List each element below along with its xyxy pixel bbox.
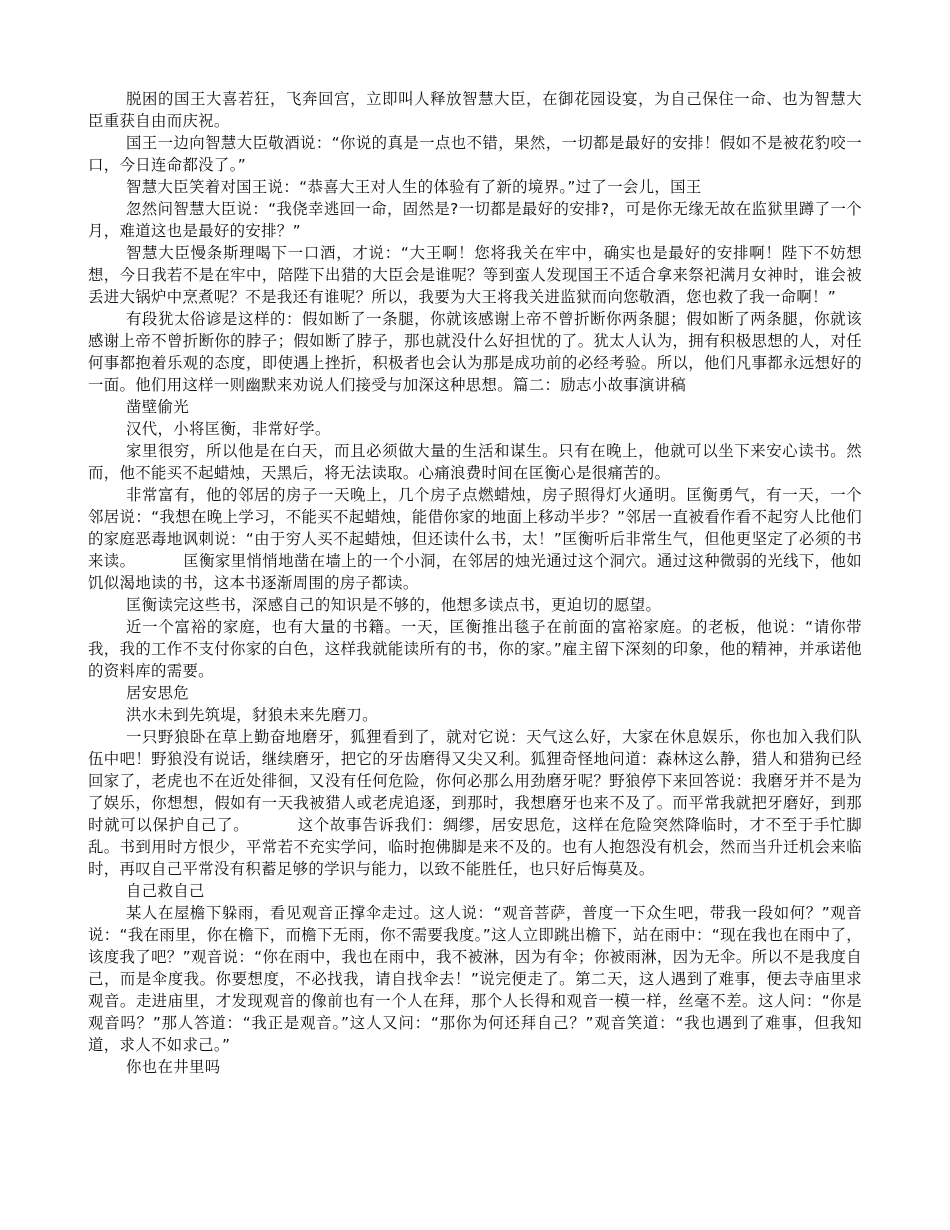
paragraph-minister-explains: 智慧大臣慢条斯理喝下一口酒，才说：“大王啊！您将我关在牢中，确实也是最好的安排啊！陛下不妨想想，今日我若不是在牢中，陪陛下出猎的大臣会是谁呢？等到蛮人发现国王不适合拿来祭祀满月女神时，谁会被丢进大锅炉中烹煮呢？不是我还有谁呢？所以，我要为大王将我关进监狱而向您敬酒，您也救了我一命啊！” <box>88 244 862 306</box>
document-body <box>88 88 862 1078</box>
paragraph-guanyin-story: 某人在屋檐下躲雨，看见观音正撑伞走过。这人说：“观音菩萨，普度一下众生吧，带我一段如何？”观音说：“我在雨里，你在檐下，而檐下无雨，你不需要我度。”这人立即跳出檐下，站在雨中：“现在我也在雨中了，该度我了吧？”观音说：“你在雨中，我也在雨中，我不被淋，因为有伞；你被雨淋，因为无伞。所以不是我度自己，而是伞度我。你要想度，不必找我，请自找伞去！”说完便走了。第二天，这人遇到了难事，便去寺庙里求观音。走进庙里，才发现观音的像前也有一个人在拜，那个人长得和观音一模一样，丝毫不差。这人问：“你是观音吗？”那人答道：“我正是观音。”这人又问：“那你为何还拜自己？”观音笑道：“我也遇到了难事，但我知道，求人不如求己。” <box>88 904 862 1054</box>
paragraph-poor-family: 家里很穷，所以他是在白天，而且必须做大量的生活和谋生。只有在晚上，他就可以坐下来安心读书。然而，他不能买不起蜡烛，天黑后，将无法读取。心痛浪费时间在匡衡心是很痛苦的。 <box>88 442 862 482</box>
paragraph-rich-family: 近一个富裕的家庭，也有大量的书籍。一天，匡衡推出毯子在前面的富裕家庭。的老板，他说：“请你带我，我的工作不支付你家的白色，这样我就能读所有的书，你的家。”雇主留下深刻的印象，他的精神，并承诺他的资料库的需要。 <box>88 618 862 680</box>
paragraph-proverb-flood: 洪水未到先筑堤，豺狼未来先磨刀。 <box>126 706 378 724</box>
paragraph-kuang-heng-intro: 汉代，小将匡衡，非常好学。 <box>126 420 331 438</box>
paragraph-hole-text: 匡衡家里悄悄地凿在墙上的一个小洞，在邻居的烛光通过这个洞穴。通过这种微弱的光线下，他如饥似渴地读的书，这本书逐渐周围的房子都读。 <box>88 552 862 592</box>
paragraph-king-question: 忽然问智慧大臣说：“我侥幸逃回一命，固然是?一切都是最好的安排?，可是你无缘无故在监狱里蹲了一个月，难道这也是最好的安排？” <box>88 200 862 240</box>
paragraph-neighbor-text: 非常富有，他的邻居的房子一天晚上，几个房子点燃蜡烛，房子照得灯火通明。匡衡勇气，有一天，一个邻居说：“我想在晚上学习，不能买不起蜡烛，能借你家的地面上移动半步？”邻居一直被看作看不起穷人比他们的家庭恶毒地讽刺说：“由于穷人买不起蜡烛，但还读什么书，太！”匡衡听后非常生气，但他更坚定了必须的书来读。 <box>88 486 862 570</box>
paragraph-wolf-story <box>88 726 862 880</box>
paragraph-king-toast: 国王一边向智慧大臣敬酒说：“你说的真是一点也不错，果然，一切都是最好的安排！假如不是被花豹咬一口，今日连命都没了。” <box>88 134 862 174</box>
paragraph-neighbor <box>88 484 862 594</box>
paragraph-finished-books: 匡衡读完这些书，深感自己的知识是不够的，他想多读点书，更迫切的愿望。 <box>126 596 662 614</box>
story-title-juan-sigwei: 居安思危 <box>126 684 189 702</box>
story-title-save-yourself: 自己救自己 <box>126 882 205 900</box>
paragraph-jewish-proverb: 有段犹太俗谚是这样的：假如断了一条腿，你就该感谢上帝不曾折断你两条腿；假如断了两条腿，你就该感谢上帝不曾折断你的脖子；假如断了脖子，那也就没什么好担忧的了。犹太人认为，拥有积极思想的人，对任何事都抱着乐观的态度，即使遇上挫折，积极者也会认为那是成功前的必经考验。所以，他们凡事都永远想好的一面。他们用这样一则幽默来劝说人们接受与加深这种思想。篇二：励志小故事演讲稿 <box>88 310 862 394</box>
story-title-zaobi-touguang: 凿壁偷光 <box>126 398 189 416</box>
paragraph-wolf-text: 一只野狼卧在草上勤奋地磨牙，狐狸看到了，就对它说：天气这么好，大家在休息娱乐，你也加入我们队伍中吧！野狼没有说话，继续磨牙，把它的牙齿磨得又尖又利。狐狸奇怪地问道：森林这么静，猎人和猎狗已经回家了，老虎也不在近处徘徊，又没有任何危险，你何必那么用劲磨牙呢？野狼停下来回答说：我磨牙并不是为了娱乐，你想想，假如有一天我被猎人或老虎追逐，到那时，我想磨牙也来不及了。而平常我就把牙磨好，到那时就可以保护自己了。 <box>88 728 862 834</box>
paragraph-wolf-moral: 这个故事告诉我们：绸缪，居安思危，这样在危险突然降临时，才不至于手忙脚乱。书到用时方恨少，平常若不充实学问，临时抱佛脚是来不及的。也有人抱怨没有机会，然而当升迁机会来临时，再叹自己平常没有积蓄足够的学识与能力，以致不能胜任，也只好后悔莫及。 <box>88 816 862 878</box>
paragraph-minister-reply: 智慧大臣笑着对国王说：“恭喜大王对人生的体验有了新的境界。”过了一会儿，国王 <box>126 178 702 196</box>
story-title-in-the-well: 你也在井里吗 <box>126 1058 221 1076</box>
paragraph-banquet: 脱困的国王大喜若狂，飞奔回宫，立即叫人释放智慧大臣，在御花园设宴，为自己保住一命、也为智慧大臣重获自由而庆祝。 <box>88 90 862 130</box>
